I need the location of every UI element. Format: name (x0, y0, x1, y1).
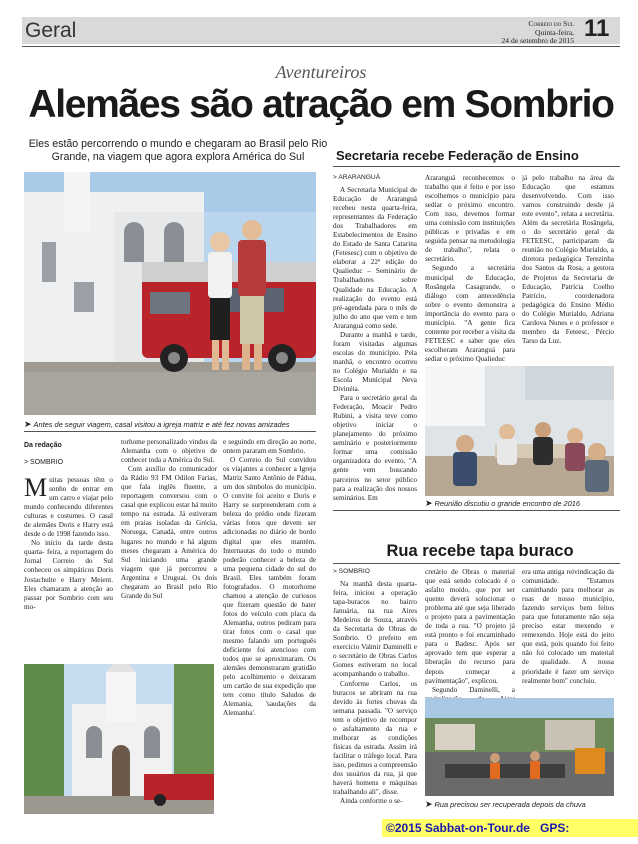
church-photo (24, 664, 214, 814)
watermark: ©2015 Sabbat-on-Tour.de GPS: (382, 819, 638, 837)
rua-colB-p2: Segundo Daminelli, a (432, 685, 515, 694)
deck: Eles estão percorrendo o mundo e chegaram ao Brasil pelo Rio Grande, na viagem que agora explora América do Sul (28, 138, 328, 163)
secretaria-colA-p2: Durante a manhã e tarde, foram visitadas algumas escolas do município. Pela manhã, o encontro ocorreu no Colégio Murialdo e na Escola Municipal Neva Divinéia. (333, 330, 417, 394)
rua-location: > SOMBRIO (333, 568, 370, 575)
rua-colA-p1: Na manhã desta quarta-feira, iniciou a operação tapa-buracos no bairro Januária, na rua Aires Medeiros de Souza, através da Secretaria de Obras de Sombrio. O prefeito em exercício Valmir Daminelli e o secretário de Obras Carlos Gomes estiveram no local acompanhando o trabalho. (333, 580, 417, 679)
caption-arrow-icon: ➤ (24, 419, 32, 429)
header-bar (22, 17, 620, 44)
rua-col-c (522, 568, 614, 686)
secretaria-col-b (425, 174, 515, 364)
main-col-2 (121, 438, 217, 601)
meeting-caption-arrow-icon: ➤ (425, 498, 433, 508)
rua-colA-p3: Ainda conforme o se- (340, 797, 403, 806)
rua-col-b (425, 568, 515, 713)
main-col3-p2: O Correio do Sul convidou os viajantes a conhecer a Igreja Matriz Santo Antônio de Pádua, um dos símbolos do município. O convite foi aceito e Doris e Harry se surpreenderam com a beleza do prédio onde fizeram várias fotos que devem ser adicionadas no diário de bordo digital que eles mantém. Internautas do todo o mundo poderão conhecer a beleza de uma pequena cidade do sul do Brasil. Eles também foram fotografados. O motorhome chamou a atenção de curiosos que fizeram questão de bater fotos do veículo com placa da Alemanha, outros pediram para tirar fotos com o casal que mesmo falando um português deficiente foi atencioso com todos que se aproximaram. Os alemães demonstraram gratidão pelo acolhimento e deixaram um cartão de sua expedição que tem como título Saludos de Alemania, 'saudações da Alemanha'. (223, 456, 316, 718)
rua-colB-p1: cretário de Obras o material que está sendo colocado é o asfalto moído, que por ser quente deverá solucionar o problema até que seja liberado o projeto para a pavimentação de toda a rua. "O projeto já está pronto e foi encaminhado para o Badesc. Após ser aprovado tem que esperar a liberação do recurso para depois começar a pavimentação", explicou. (425, 568, 515, 685)
main-col1-p2: No início da tarde desta quarta- feira, a reportagem do Jornal Correio do Sul conheceu os simpáticos Doris Jostachulte e Harry Meient. Eles chamaram a atenção ao passar por Sombrio com seu mo- (24, 539, 113, 611)
road-photo-caption (425, 799, 586, 810)
meeting-photo-illustration (425, 366, 614, 496)
church-photo-illustration (24, 664, 214, 814)
header-rule (22, 46, 620, 47)
main-col-1 (24, 473, 113, 612)
main-col2-p2: Com auxílio do comunicador da Rádio 93 FM Odilon Farias, que fala inglês fluente, a reportagem conversou com o casal que explicou estar há muito tempo na estrada. Já estiveram em praias isoladas da Grécia, Noruega, Canadá, entre outros lugares no mundo e há alguns meses chegaram a América do Sul iniciando uma grande viagem que já percorreu a Argentina e Uruguai. Os dois chegaram ao Brasil pelo Rio Grande do Sul (121, 465, 217, 600)
road-photo (425, 698, 614, 796)
rua-colA-p2: Conforme Carlos, os buracos se abriram na rua devido às fortes chuvas da semana passada. "O serviço tem o objetivo de recompor o asfaltamento da rua e melhorar as condições físicas da estrada. Assim irá facilitar o tráfego local. Para isso, pedimos a compreensão dos usuários da rua, já que haverá homens e máquinas trabalhando ali", disse. (333, 679, 417, 797)
couple-photo-caption-text: Antes de seguir viagem, casal visitou a igreja matriz e até fez novas amizades (33, 420, 290, 429)
couple-photo (24, 172, 316, 415)
couple-photo-illustration (24, 172, 316, 415)
meeting-photo-caption-text: Reunião discutiu o grande encontro de 2016 (434, 499, 581, 508)
main-location: > SOMBRIO (24, 459, 64, 466)
main-col2-p1: torhome personalizado vindos da Alemanha com o objetivo de conhecer toda a América do Sul. (121, 438, 217, 465)
secretaria-rule (333, 166, 620, 167)
secretaria-colA-p3: Para o secretário geral da Federação, Moacir Pedro Rubini, a visita teve como objetivo iniciar o planejamento do próximo seminário e posteriormente formar uma comissão organizadora do evento. "A gente vem buscando parceiros no setor público para a realização dos nossos seminários. Em (333, 394, 417, 502)
weekday: Quinta-feira, (534, 27, 574, 37)
issue-date: 24 de setembro de 2015 (501, 36, 574, 46)
photo-caption-rule (24, 431, 316, 432)
main-headline: Alemães são atração em Sombrio (28, 83, 614, 126)
meeting-photo-caption (425, 498, 580, 509)
road-photo-illustration (425, 698, 614, 796)
paper-name: Correio do Sul (528, 19, 574, 28)
masthead-info (422, 20, 574, 46)
road-caption-arrow-icon: ➤ (425, 799, 433, 809)
secretaria-colB-p2: Segundo a secretária municipal de Educação, Rosângela Casagrande, o diálogo com antecedência sobre o evento demonstra a importância do evento para o município. "A gente fica contente por receber a visita da FETEESC e saber que eles escolheram Araranguá para sediar o próximo Qualieduc (425, 264, 515, 363)
page-number: 11 (584, 15, 610, 42)
meeting-photo (425, 366, 614, 496)
secretaria-colB-p1: Araranguá reconhecemos o trabalho que é feito e por isso escolhemos o município para sediar o próximo encontro. Com isso, devemos formar uma comissão com instituições públicas e privadas e em seguida pensar na metodologia de trabalho", relata o secretário. (425, 174, 515, 264)
main-col-3 (223, 438, 316, 718)
secretaria-col-a (333, 186, 417, 503)
secretaria-colA-p1: A Secretaria Municipal de Educação de Araranguá recebeu nesta quarta-feira, representantes da Federação dos Trabalhadores em Estabelecimentos de Ensino do Estado de Santa Catarina (Fetesesc) com o objetivo de elaborar a 22ª edição do Qualieduc – Seminário de Trabalhadores sobre Qualidade na Educação. A realização do evento está pré-agendada para o mês de julho do ano que vem e tem Araranguá como sede. (333, 186, 417, 330)
rua-headline: Rua recebe tapa buraco (386, 542, 574, 560)
road-photo-caption-text: Rua precisou ser recuperada depois da chuva (434, 800, 586, 809)
section-title: Geral (25, 19, 77, 42)
rua-col-a (333, 580, 417, 806)
secretaria-col-c (522, 174, 614, 346)
couple-photo-caption (24, 419, 289, 430)
secretaria-location: > ARARANGUÁ (333, 174, 381, 181)
meeting-caption-rule (333, 510, 620, 511)
kicker: Aventureiros (275, 62, 367, 82)
secretaria-colC-p1: já pelo trabalho na área da Educação que estamos desenvolvendo. Com isso vamos construindo desde já este evento", relata a secretária. Além da secretária Rosângela, o do secretário geral da FETEESC, participaram da reunião no Colégio Murialdo, a diretora pedagógica Terezinha dos Santos da Rosa, a gestora de Projetos da Secretaria de Educação, Patrícia Coelho Patrício, coordenadora pedagógica do Ensino Médio do Colégio Murialdo, Adriana Cardova Nunes e o professor e membro da Feteesc, Pércio Tarso da Luz. (522, 174, 614, 345)
main-col3-p1: e seguindo em direção ao norte, ontem pararam em Sombrio. (223, 438, 316, 456)
byline: Da redação (24, 442, 62, 449)
main-col1-p1: uitas pessoas têm o sonho de entrar em um carro e viajar pelo mundo conhecendo diferentes culturas e costumes. O casal de alemães Doris e Harry está desde o de 1998 fazendo isso. (24, 476, 113, 539)
rua-colC-p1: era uma antiga reivindicação da comunidade. "Estamos caminhando para melhorar as ruas de nosso município, fazendo serviços bem feitos para que futuramente não seja preciso estar mexendo e remexendo. Hoje está do jeito que está, pois quando foi feito não foi colocado um material de qualidade. A nossa prioridade é fazer um serviço realmente bom" concluiu. (522, 568, 614, 685)
rua-rule (333, 563, 620, 564)
secretaria-headline: Secretaria recebe Federação de Ensino (336, 148, 579, 163)
dropcap: M (24, 473, 48, 502)
